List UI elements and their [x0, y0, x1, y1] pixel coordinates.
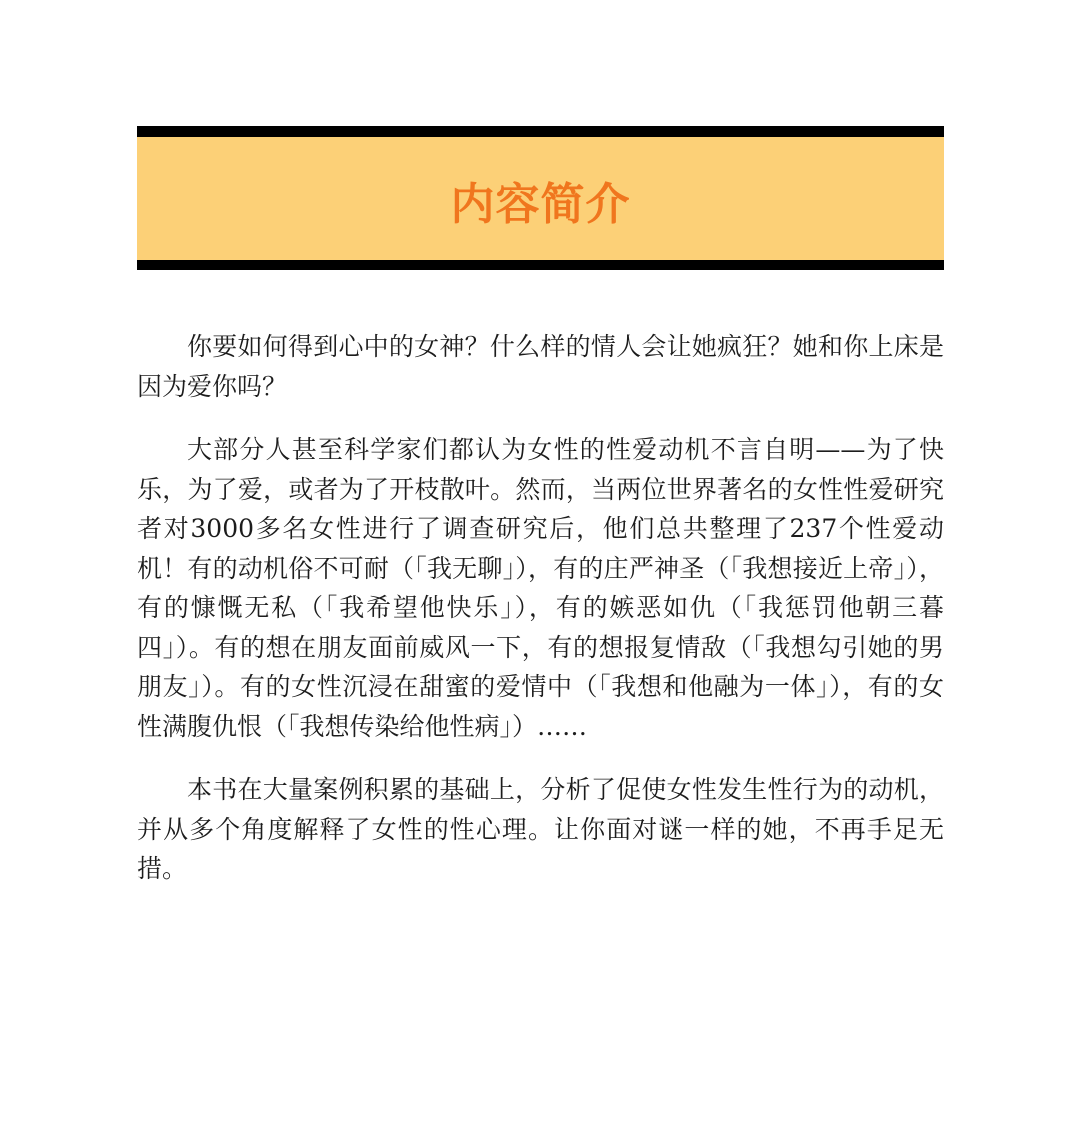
- intro-body: [137, 327, 944, 913]
- intro-paragraph-summary: 本书在大量案例积累的基础上，分析了促使女性发生性行为的动机，并从多个角度解释了女性的性心理。让你面对谜一样的她，不再手足无措。: [137, 775, 944, 883]
- intro-paragraph-questions: 你要如何得到心中的女神？什么样的情人会让她疯狂？她和你上床是因为爱你吗？: [137, 332, 944, 401]
- section-title: 内容简介: [450, 178, 631, 230]
- section-header-banner: [137, 126, 944, 270]
- intro-paragraph-motives: 大部分人甚至科学家们都认为女性的性爱动机不言自明——为了快乐，为了爱，或者为了开枝散叶。然而，当两位世界著名的女性性爱研究者对3000多名女性进行了调查研究后，他们总共整理了237个性爱动机！有的动机俗不可耐（「我无聊」），有的庄严神圣（「我想接近上帝」），有的慷慨无私（「我希望他快乐」），有的嫉恶如仇（「我惩罚他朝三暮四」）。有的想在朋友面前威风一下，有的想报复情敌（「我想勾引她的男朋友」）。有的女性沉浸在甜蜜的爱情中（「我想和他融为一体」），有的女性满腹仇恨（「我想传染给他性病」）……: [137, 435, 944, 741]
